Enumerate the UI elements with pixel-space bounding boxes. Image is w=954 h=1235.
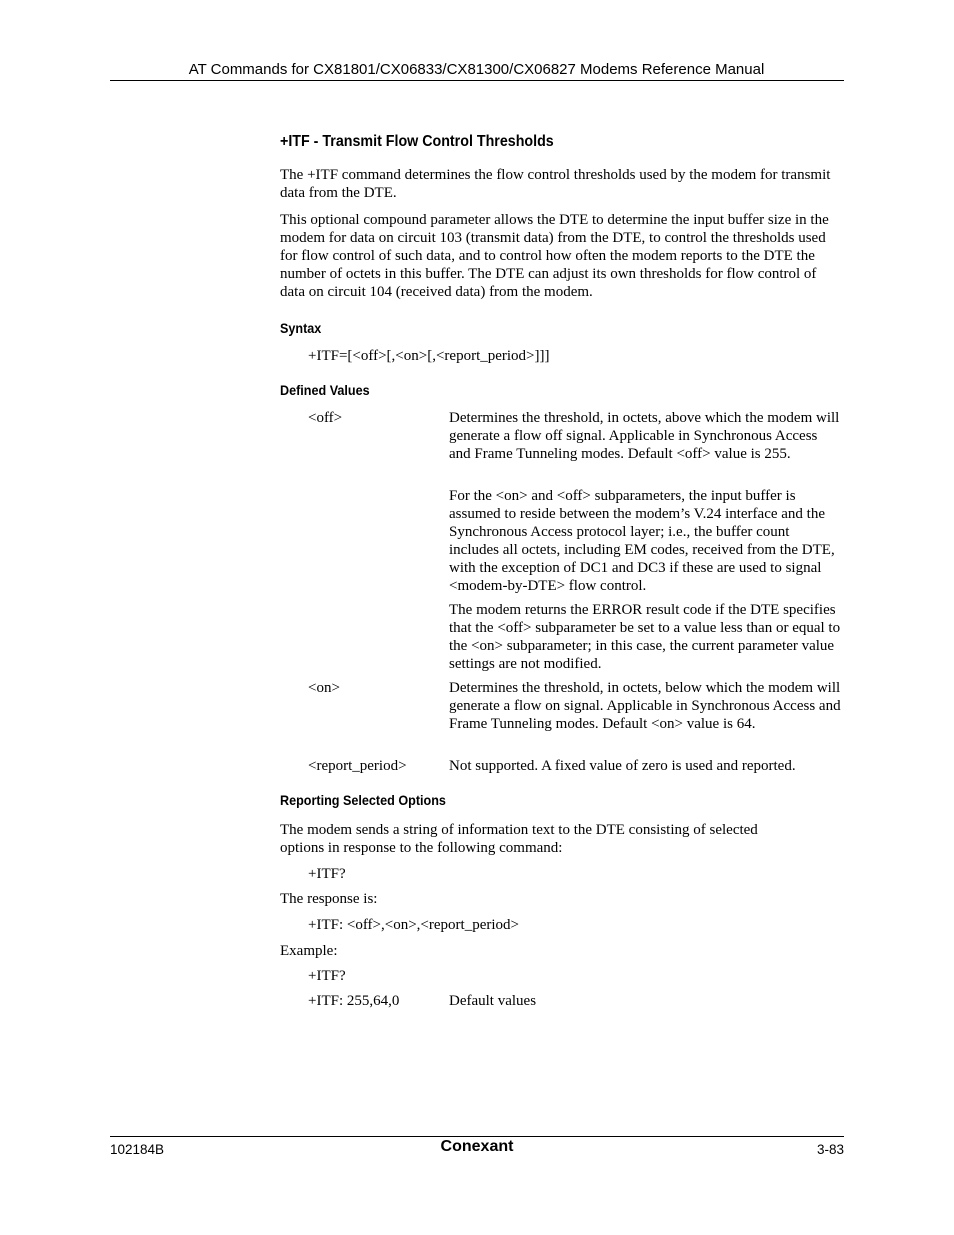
term-off: <off> bbox=[308, 410, 343, 426]
defined-values-heading: Defined Values bbox=[280, 382, 370, 398]
reporting-paragraph: The modem sends a string of information text to the DTE consisting of selected options in response to the following command: bbox=[280, 822, 758, 856]
header-rule bbox=[110, 80, 844, 81]
term-report-period: <report_period> bbox=[308, 758, 407, 774]
syntax-heading: Syntax bbox=[280, 320, 322, 336]
intro-paragraph: This optional compound parameter allows the DTE to determine the input buffer size in the modem for data on circuit 103 (transmit data) from the DTE, to control the thresholds used for flow control of such data, and to control how often the modem reports to the DTE the number of octets in this buffer. The DTE can adjust its own thresholds for flow control of data on circuit 104 (received data) from the modem. bbox=[280, 212, 829, 300]
definition-paragraph: Determines the threshold, in octets, above which the modem will generate a flow off signal. Applicable in Synchronous Access and Frame Tunneling modes. Default <off> value is 255. bbox=[449, 410, 840, 462]
intro-paragraph: The +ITF command determines the flow control thresholds used by the modem for transmit data from the DTE. bbox=[280, 167, 831, 201]
definition-paragraph: Not supported. A fixed value of zero is used and reported. bbox=[449, 758, 796, 774]
page-number: 3-83 bbox=[816, 1142, 844, 1157]
footer-rule bbox=[110, 1136, 844, 1137]
syntax-command: +ITF=[<off>[,<on>[,<report_period>]]] bbox=[308, 348, 550, 364]
document-number: 102184B bbox=[110, 1142, 165, 1157]
reporting-heading: Reporting Selected Options bbox=[280, 792, 446, 808]
example-query: +ITF? bbox=[308, 968, 346, 984]
section-title: +ITF - Transmit Flow Control Thresholds bbox=[280, 133, 554, 150]
company-name: Conexant bbox=[440, 1138, 514, 1155]
example-note: Default values bbox=[449, 993, 537, 1009]
example-label: Example: bbox=[280, 943, 338, 959]
running-header: AT Commands for CX81801/CX06833/CX81300/CX06827 Modems Reference Manual bbox=[188, 61, 765, 78]
response-format: +ITF: <off>,<on>,<report_period> bbox=[308, 917, 519, 933]
definition-paragraph: For the <on> and <off> subparameters, the input buffer is assumed to reside between the modem’s V.24 interface and the Synchronous Access protocol layer; i.e., the buffer count includes all octets, including EM codes, received from the DTE, with the exception of DC1 and DC3 if these are used to signal <modem-by-DTE> flow control. bbox=[449, 488, 835, 594]
response-label: The response is: bbox=[280, 891, 378, 907]
example-response: +ITF: 255,64,0 bbox=[308, 993, 400, 1009]
query-command: +ITF? bbox=[308, 866, 346, 882]
definition-paragraph: Determines the threshold, in octets, below which the modem will generate a flow on signal. Applicable in Synchronous Access and Frame Tunneling modes. Default <on> value is 64. bbox=[449, 680, 841, 732]
definition-paragraph: The modem returns the ERROR result code if the DTE specifies that the <off> subparameter be set to a value less than or equal to the <on> subparameter; in this case, the current parameter value settings are not modified. bbox=[449, 602, 841, 672]
term-on: <on> bbox=[308, 680, 340, 696]
